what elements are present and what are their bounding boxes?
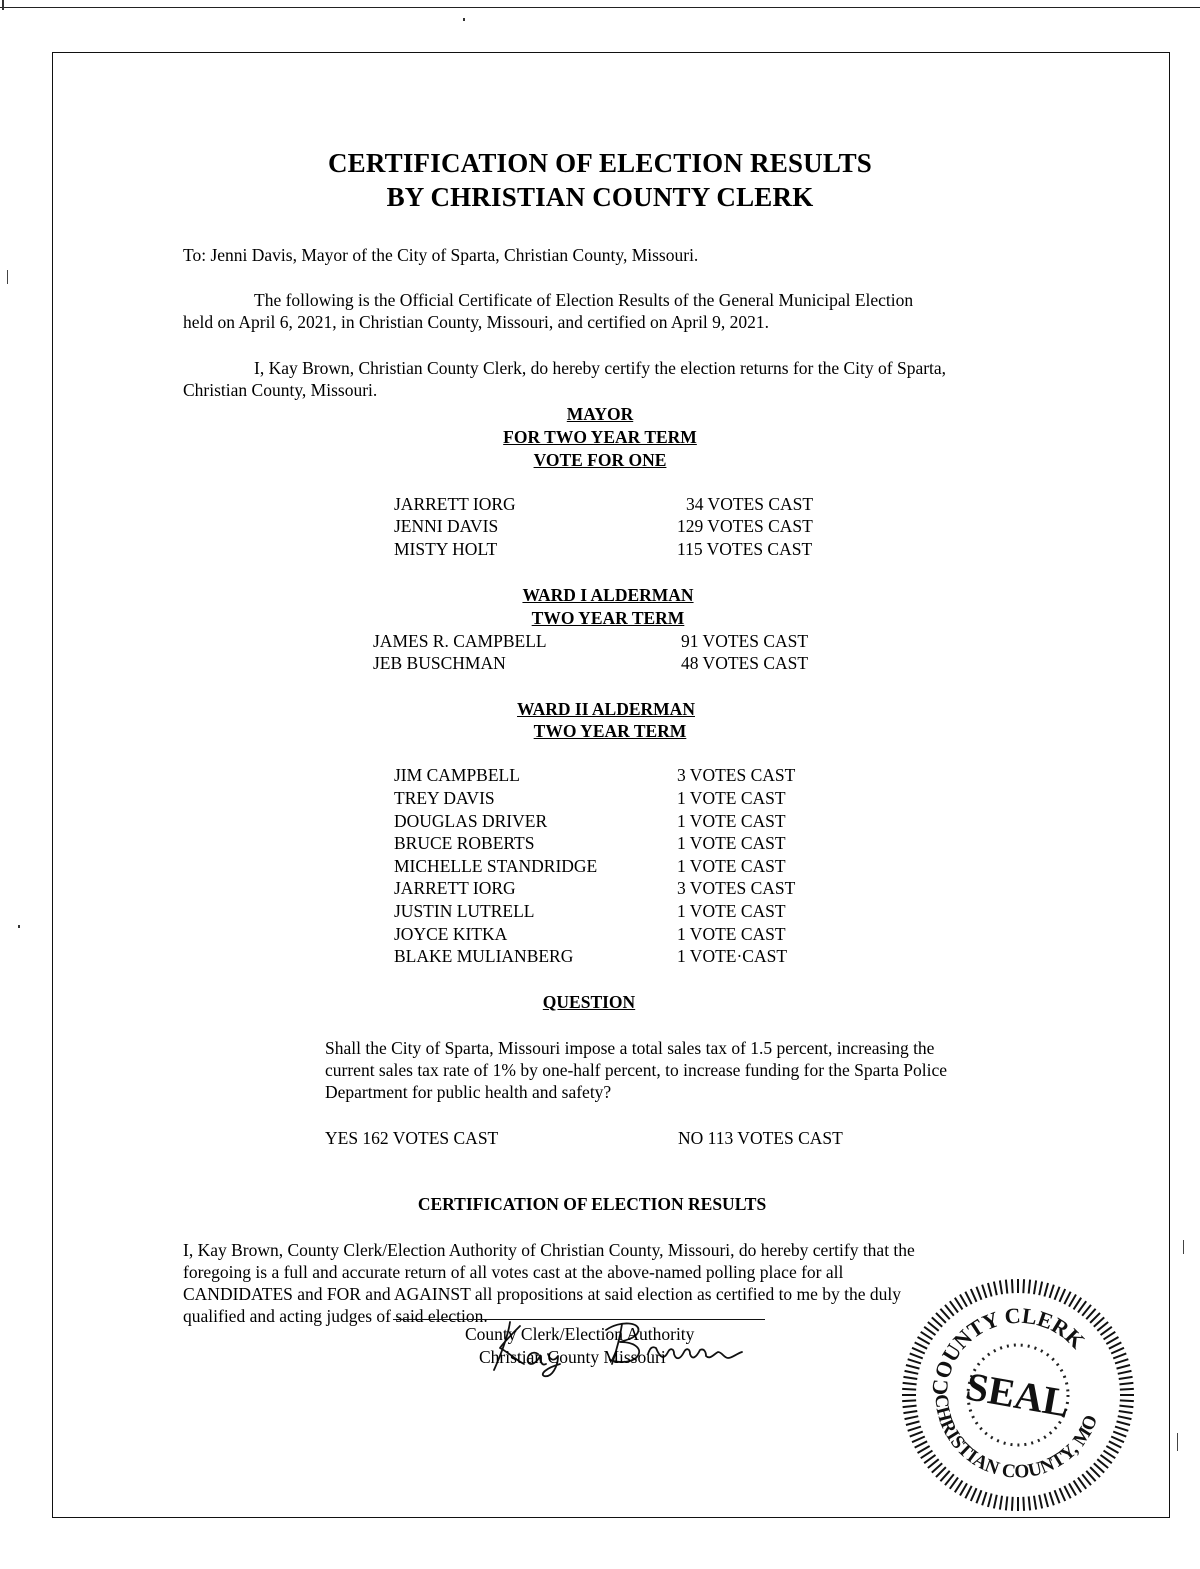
document-title-line1: CERTIFICATION OF ELECTION RESULTS xyxy=(327,148,873,178)
seal-tick xyxy=(1120,1400,1134,1401)
seal-tick xyxy=(1044,1494,1048,1508)
candidate-name: JENNI DAVIS xyxy=(394,516,499,536)
seal-tick xyxy=(1064,1486,1070,1498)
candidate-name: MICHELLE STANDRIDGE xyxy=(394,856,598,876)
seal-tick xyxy=(960,1483,967,1495)
question-heading: QUESTION xyxy=(542,992,636,1012)
seal-tick xyxy=(1039,1282,1042,1296)
seal-tick xyxy=(1069,1483,1076,1495)
seal-tick xyxy=(971,1488,977,1501)
seal-tick xyxy=(1115,1359,1128,1363)
seal-tick xyxy=(1104,1332,1116,1340)
seal-tick xyxy=(921,1332,933,1340)
seal-tick xyxy=(921,1451,933,1459)
scan-tick xyxy=(1177,1433,1178,1451)
seal-tick xyxy=(955,1481,963,1493)
seal-tick xyxy=(1074,1481,1082,1493)
signer-county: Christian County Missouri xyxy=(479,1347,666,1367)
seal-tick xyxy=(1006,1496,1007,1510)
certification-paragraph xyxy=(183,1239,915,1327)
candidate-votes: 1 VOTE CAST xyxy=(677,924,786,944)
seal-tick xyxy=(912,1436,925,1442)
candidate-name: BRUCE ROBERTS xyxy=(394,833,535,853)
seal-tick xyxy=(1118,1371,1132,1374)
scan-tick xyxy=(7,270,8,284)
candidate-votes: 115 VOTES CAST xyxy=(677,539,813,559)
candidate-name: JUSTIN LUTRELL xyxy=(394,901,535,921)
seal-tick xyxy=(903,1377,917,1379)
seal-tick xyxy=(994,1282,997,1296)
seal-tick xyxy=(1117,1421,1131,1425)
seal-tick xyxy=(1039,1495,1042,1509)
seal-tick xyxy=(976,1287,981,1300)
candidate-name: JIM CAMPBELL xyxy=(394,765,520,785)
seal-tick xyxy=(1118,1416,1132,1419)
seal-tick xyxy=(1029,1496,1030,1510)
candidate-votes: 48 VOTES CAST xyxy=(681,653,809,673)
seal-tick xyxy=(1109,1342,1121,1348)
seal-tick xyxy=(1120,1389,1134,1390)
seal-tick xyxy=(1115,1427,1128,1431)
seal-tick xyxy=(982,1285,986,1298)
seal-tick xyxy=(1044,1283,1048,1297)
certification-heading: CERTIFICATION OF ELECTION RESULTS xyxy=(417,1194,767,1214)
seal-tick xyxy=(1059,1289,1065,1302)
seal-tick xyxy=(1034,1280,1036,1294)
signature-line xyxy=(393,1319,765,1320)
page-corner-mark xyxy=(2,0,9,10)
question-line1: Shall the City of Sparta, Missouri impose a total sales tax of 1.5 percent, increasing the xyxy=(325,1038,935,1058)
candidate-name: DOUGLAS DRIVER xyxy=(394,811,548,831)
seal-tick xyxy=(1111,1348,1124,1354)
seal-tick xyxy=(1104,1451,1116,1459)
seal-tick xyxy=(1106,1337,1118,1344)
scan-dot xyxy=(18,925,20,928)
mayor-heading: MAYOR xyxy=(566,404,634,424)
candidate-votes: 34 VOTES CAST xyxy=(686,494,814,514)
question-no-result: NO 113 VOTES CAST xyxy=(678,1128,843,1148)
certification-line1: I, Kay Brown, County Clerk/Election Authority of Christian County, Missouri, do hereby certify that the xyxy=(183,1240,915,1260)
county-clerk-seal xyxy=(898,1275,1138,1515)
seal-tick xyxy=(965,1486,971,1498)
seal-tick xyxy=(1119,1411,1133,1413)
seal-tick xyxy=(1064,1292,1070,1304)
seal-tick xyxy=(960,1295,967,1307)
seal-tick xyxy=(1117,1365,1131,1369)
candidate-votes: 3 VOTES CAST xyxy=(677,765,796,785)
question-yes-result: YES 162 VOTES CAST xyxy=(325,1128,499,1148)
ward1-heading: WARD I ALDERMAN xyxy=(522,585,694,605)
seal-tick xyxy=(988,1494,992,1508)
candidate-name: JARRETT IORG xyxy=(394,878,516,898)
question-line2: current sales tax rate of 1% by one-half percent, to increase funding for the Sparta Police xyxy=(325,1060,947,1080)
seal-tick xyxy=(1113,1353,1126,1358)
seal-tick xyxy=(1059,1488,1065,1501)
ward2-term-heading: TWO YEAR TERM xyxy=(533,721,687,741)
mayor-term-heading: FOR TWO YEAR TERM xyxy=(503,427,697,447)
question-text xyxy=(325,1037,947,1103)
seal-tick xyxy=(908,1359,921,1363)
seal-tick xyxy=(982,1492,986,1505)
seal-tick xyxy=(1119,1406,1133,1407)
candidate-votes: 129 VOTES CAST xyxy=(677,516,813,536)
seal-tick xyxy=(902,1389,916,1390)
seal-tick xyxy=(903,1406,917,1407)
signer-title: County Clerk/Election Authority xyxy=(465,1324,695,1344)
page-top-rule xyxy=(0,7,1200,8)
certify-paragraph xyxy=(183,357,946,401)
seal-tick xyxy=(1023,1497,1024,1511)
seal-tick xyxy=(965,1292,971,1304)
seal-tick xyxy=(1106,1446,1118,1453)
seal-tick xyxy=(1006,1280,1007,1294)
scan-tick xyxy=(1183,1240,1184,1254)
seal-tick xyxy=(1119,1377,1133,1379)
question-line3: Department for public health and safety? xyxy=(325,1082,612,1102)
seal-tick xyxy=(915,1342,927,1348)
seal-tick xyxy=(1111,1436,1124,1442)
seal-tick xyxy=(1029,1280,1030,1294)
candidate-votes: 1 VOTE·CAST xyxy=(677,946,788,966)
seal-tick xyxy=(1055,1287,1060,1300)
seal-tick xyxy=(1000,1496,1002,1510)
candidate-name: JARRETT IORG xyxy=(394,494,516,514)
certification-line2: foregoing is a full and accurate return of all votes cast at the above-named polling place for all xyxy=(183,1262,844,1282)
seal-tick xyxy=(905,1416,919,1419)
seal-tick xyxy=(1050,1492,1054,1505)
intro-line2: held on April 6, 2021, in Christian County, Missouri, and certified on April 9, 2021. xyxy=(183,312,770,332)
candidate-votes: 1 VOTE CAST xyxy=(677,901,786,921)
seal-tick xyxy=(1012,1497,1013,1511)
seal-tick xyxy=(955,1298,963,1310)
candidate-votes: 3 VOTES CAST xyxy=(677,878,796,898)
seal-tick xyxy=(1113,1432,1126,1437)
intro-line1: The following is the Official Certificate of Election Results of the General Municipal Election xyxy=(254,290,914,310)
seal-tick xyxy=(976,1490,981,1503)
candidate-votes: 91 VOTES CAST xyxy=(681,631,809,651)
candidate-name: JAMES R. CAMPBELL xyxy=(373,631,547,651)
seal-tick xyxy=(971,1289,977,1302)
candidate-name: JEB BUSCHMAN xyxy=(373,653,506,673)
seal-tick xyxy=(1069,1295,1076,1307)
seal-bottom-textpath: CHRISTIAN COUNTY, MO xyxy=(930,1393,1103,1483)
seal-tick xyxy=(1055,1490,1060,1503)
scan-dot xyxy=(463,18,465,21)
seal-tick xyxy=(905,1371,919,1374)
seal-tick xyxy=(906,1365,920,1369)
seal-tick xyxy=(908,1427,921,1431)
seal-tick xyxy=(902,1400,916,1401)
candidate-name: JOYCE KITKA xyxy=(394,924,508,944)
intro-paragraph xyxy=(183,289,913,333)
seal-tick xyxy=(994,1495,997,1509)
seal-tick xyxy=(912,1348,925,1354)
seal-tick xyxy=(1000,1280,1002,1294)
seal-tick xyxy=(903,1411,917,1413)
seal-tick xyxy=(906,1421,920,1425)
seal-tick xyxy=(988,1283,992,1297)
seal-tick xyxy=(1050,1285,1054,1298)
candidate-votes: 1 VOTE CAST xyxy=(677,811,786,831)
ward1-term-heading: TWO YEAR TERM xyxy=(531,608,685,628)
seal-tick xyxy=(1012,1279,1013,1293)
seal-tick xyxy=(1119,1383,1133,1384)
seal-tick xyxy=(1074,1298,1082,1310)
candidate-votes: 1 VOTE CAST xyxy=(677,856,786,876)
candidate-votes: 1 VOTE CAST xyxy=(677,833,786,853)
certify-line2: Christian County, Missouri. xyxy=(183,380,378,400)
seal-tick xyxy=(910,1353,923,1358)
seal-tick xyxy=(1023,1279,1024,1293)
candidate-name: TREY DAVIS xyxy=(394,788,495,808)
seal-center-text: SEAL xyxy=(962,1363,1074,1426)
seal-tick xyxy=(1034,1496,1036,1510)
candidate-name: BLAKE MULIANBERG xyxy=(394,946,574,966)
seal-tick xyxy=(1109,1441,1121,1447)
mayor-vote-heading: VOTE FOR ONE xyxy=(533,450,667,470)
certify-line1: I, Kay Brown, Christian County Clerk, do hereby certify the election returns for the City of Sparta, xyxy=(254,358,947,378)
document-title-line2: BY CHRISTIAN COUNTY CLERK xyxy=(386,182,814,212)
ward2-heading: WARD II ALDERMAN xyxy=(517,699,695,719)
seal-tick xyxy=(903,1383,917,1384)
seal-tick xyxy=(910,1432,923,1437)
certification-line3: CANDIDATES and FOR and AGAINST all propositions at said election as certified to me by the duly xyxy=(183,1284,902,1304)
seal-top-textpath: COUNTY CLERK xyxy=(926,1302,1090,1397)
addressee: To: Jenni Davis, Mayor of the City of Sparta, Christian County, Missouri. xyxy=(183,245,699,265)
candidate-votes: 1 VOTE CAST xyxy=(677,788,786,808)
seal-tick xyxy=(915,1441,927,1447)
seal-tick xyxy=(918,1446,930,1453)
candidate-name: MISTY HOLT xyxy=(394,539,498,559)
certification-line4: qualified and acting judges of said election. xyxy=(183,1306,488,1326)
seal-tick xyxy=(918,1337,930,1344)
